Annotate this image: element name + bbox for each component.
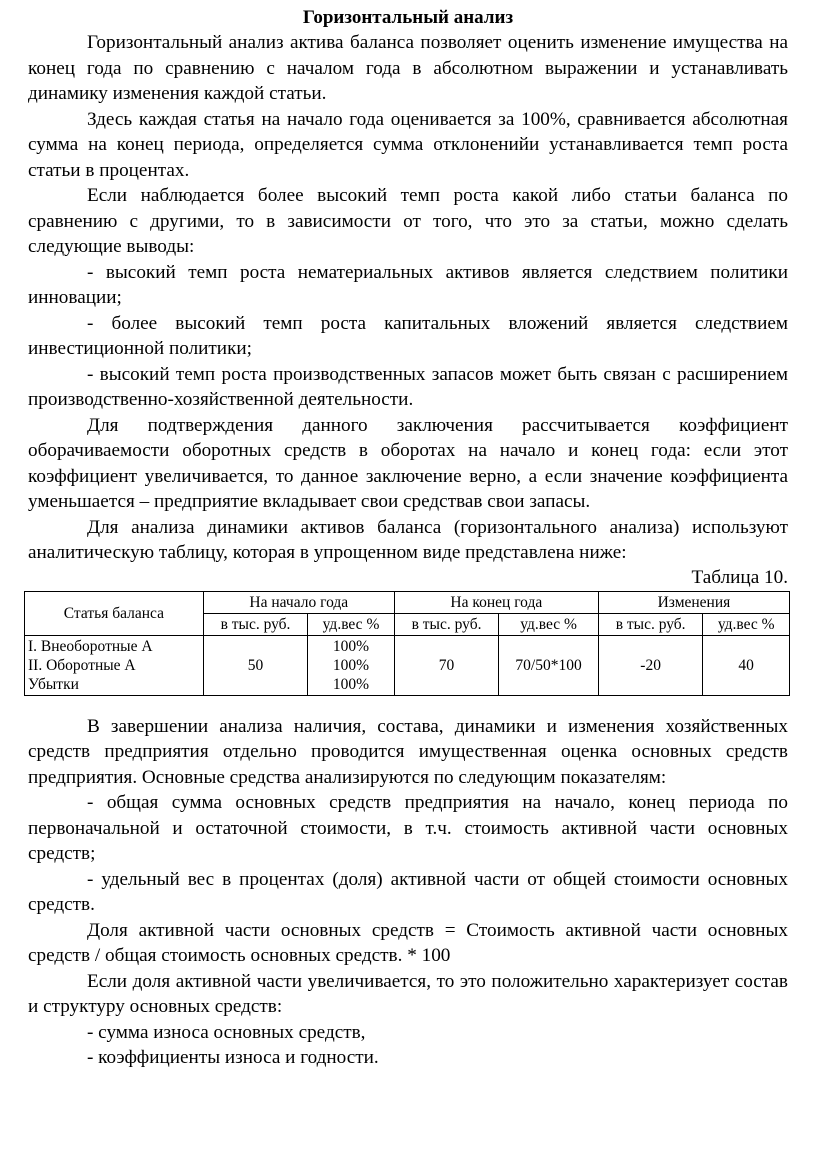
- share-value: 100%: [332, 675, 370, 693]
- cell-end-rub: 70: [394, 635, 498, 695]
- paragraph: Для анализа динамики активов баланса (горизонтального анализа) используют аналитическую таблицу, которая в упрощенном виде представлена ниже:: [28, 516, 788, 563]
- paragraph: Для подтверждения данного заключения рассчитывается коэффициент оборачиваемости оборотных средств в оборотах на начало и конец года: если этот коэффициент увеличивается, то данное заключение верно, а если значение коэффициента уменьшается – предприятие вкладывает свои средствав свои запасы.: [28, 414, 788, 512]
- formula-paragraph: Доля активной части основных средств = Стоимость активной части основных средств / общая стоимость основных средств. * 100: [28, 919, 788, 966]
- intro-section: [28, 30, 788, 566]
- bullet-item: - сумма износа основных средств,: [87, 1021, 366, 1043]
- conclusion-section: [28, 714, 788, 1071]
- cell-items: [25, 635, 204, 695]
- subheader: уд.вес %: [499, 613, 599, 635]
- bullet-item: - коэффициенты износа и годности.: [87, 1047, 379, 1068]
- paragraph: Если наблюдается более высокий темп роста какой либо статьи баланса по сравнению с другими, то в зависимости от того, что это за статьи, можно сделать следующие выводы:: [28, 185, 788, 257]
- page-title: Горизонтальный анализ: [302, 7, 514, 28]
- header-item: Статья баланса: [25, 591, 204, 635]
- document-page: [28, 6, 788, 1071]
- header-group-end: На конец года: [394, 591, 598, 613]
- bullet-item: - более высокий темп роста капитальных вложений является следствием инвестиционной политики;: [28, 312, 788, 359]
- subheader: в тыс. руб.: [598, 613, 702, 635]
- cell-start-rub: 50: [203, 635, 307, 695]
- share-value: 100%: [332, 637, 370, 655]
- item-label: II. Оборотные А: [28, 656, 136, 674]
- cell-change-rub: -20: [598, 635, 702, 695]
- bullet-item: - высокий темп роста производственных запасов может быть связан с расширением производственно-хозяйственной деятельности.: [28, 363, 788, 410]
- bullet-item: - высокий темп роста нематериальных активов является следствием политики инновации;: [28, 261, 788, 308]
- paragraph: Если доля активной части увеличивается, то это положительно характеризует состав и структуру основных средств:: [28, 970, 788, 1017]
- header-group-change: Изменения: [598, 591, 789, 613]
- table-caption: Таблица 10.: [691, 566, 788, 588]
- cell-end-share: 70/50*100: [499, 635, 599, 695]
- header-group-start: На начало года: [203, 591, 394, 613]
- subheader: уд.вес %: [703, 613, 790, 635]
- bullet-item: - удельный вес в процентах (доля) активной части от общей стоимости основных средств.: [28, 868, 788, 915]
- balance-table: [24, 591, 790, 696]
- paragraph: Здесь каждая статья на начало года оценивается за 100%, сравнивается абсолютная сумма на конец периода, определяется сумма отклоненийи устанавливается темп роста статьи в процентах.: [28, 108, 788, 181]
- item-label: I. Внеоборотные А: [28, 637, 153, 655]
- subheader: уд.вес %: [308, 613, 395, 635]
- table-header-row: [25, 591, 790, 613]
- share-value: 100%: [332, 656, 370, 674]
- item-label: Убытки: [28, 675, 79, 693]
- subheader: в тыс. руб.: [394, 613, 498, 635]
- paragraph: В завершении анализа наличия, состава, динамики и изменения хозяйственных средств предприятия отдельно проводится имущественная оценка основных средств предприятия. Основные средства анализируются по следующим показателям:: [28, 715, 788, 788]
- cell-start-share: [308, 635, 395, 695]
- subheader: в тыс. руб.: [203, 613, 307, 635]
- paragraph: Горизонтальный анализ актива баланса позволяет оценить изменение имущества на конец года по сравнению с началом года в абсолютном выражении и устанавливать динамику изменения каждой статьи.: [28, 32, 788, 104]
- table-row: [25, 635, 790, 695]
- cell-change-share: 40: [703, 635, 790, 695]
- bullet-item: - общая сумма основных средств предприятия на начало, конец периода по первоначальной и остаточной стоимости, в т.ч. стоимость активной части основных средств;: [28, 792, 788, 864]
